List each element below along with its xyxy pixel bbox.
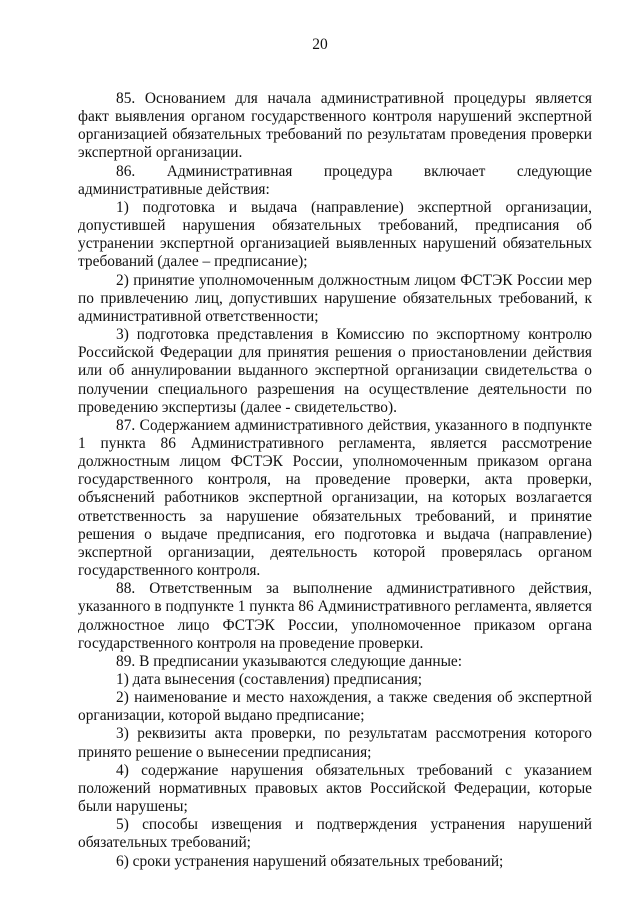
paragraph-89-item-3: 3) реквизиты акта проверки, по результатам рассмотрения которого принято решение о вынесении предписания; — [78, 725, 592, 761]
document-body — [78, 90, 592, 871]
paragraph-89-item-6: 6) сроки устранения нарушений обязательных требований; — [116, 852, 504, 870]
paragraph-87: 87. Содержанием административного действия, указанного в подпункте 1 пункта 86 Административного регламента, является рассмотрение должностным лицом ФСТЭК России, уполномоченным приказом органа государственного контроля, на проведение проверки, акта проверки, объяснений работников экспертной организации, на которых возлагается ответственность за нарушение обязательных требований, и принятие решения о выдаче предписания, его подготовка и выдача (направление) экспертной организации, деятельность которой проверялась органом государственного контроля. — [78, 416, 592, 580]
paragraph-89-item-5: 5) способы извещения и подтверждения устранения нарушений обязательных требований; — [78, 816, 592, 852]
paragraph-89-item-1: 1) дата вынесения (составления) предписания; — [116, 671, 423, 688]
page-number: 20 — [312, 36, 328, 53]
paragraph-89-item-4: 4) содержание нарушения обязательных требований с указанием положений нормативных правовых актов Российской Федерации, которые были нарушены; — [78, 761, 592, 816]
paragraph-86-item-1: 1) подготовка и выдача (направление) экспертной организации, допустившей нарушения обязательных требований, предписания об устранении экспертной организацией выявленных нарушений обязательных требований (далее – предписание); — [78, 198, 592, 271]
paragraph-89: 89. В предписании указываются следующие данные: — [116, 652, 463, 670]
paragraph-86: 86. Административная процедура включает следующие административные действия: — [78, 162, 592, 198]
paragraph-86-item-3: 3) подготовка представления в Комиссию по экспортному контролю Российской Федерации для принятия решения о приостановлении действия или об аннулировании выданного экспертной организации свидетельства о получении специального разрешения на осуществление деятельности по проведению экспертизы (далее - свидетельство). — [78, 326, 592, 416]
paragraph-88: 88. Ответственным за выполнение административного действия, указанного в подпункте 1 пункта 86 Административного регламента, является должностное лицо ФСТЭК России, уполномоченное приказом органа государственного контроля на проведение проверки. — [78, 580, 592, 652]
paragraph-89-item-2: 2) наименование и место нахождения, а также сведения об экспертной организации, которой выдано предписание; — [78, 689, 592, 725]
paragraph-86-item-2: 2) принятие уполномоченным должностным лицом ФСТЭК России мер по привлечению лиц, допустивших нарушение обязательных требований, к административной ответственности; — [78, 271, 592, 325]
paragraph-85: 85. Основанием для начала административной процедуры является факт выявления органом государственного контроля нарушений экспертной организацией обязательных требований по результатам проведения проверки экспертной организации. — [78, 90, 592, 162]
